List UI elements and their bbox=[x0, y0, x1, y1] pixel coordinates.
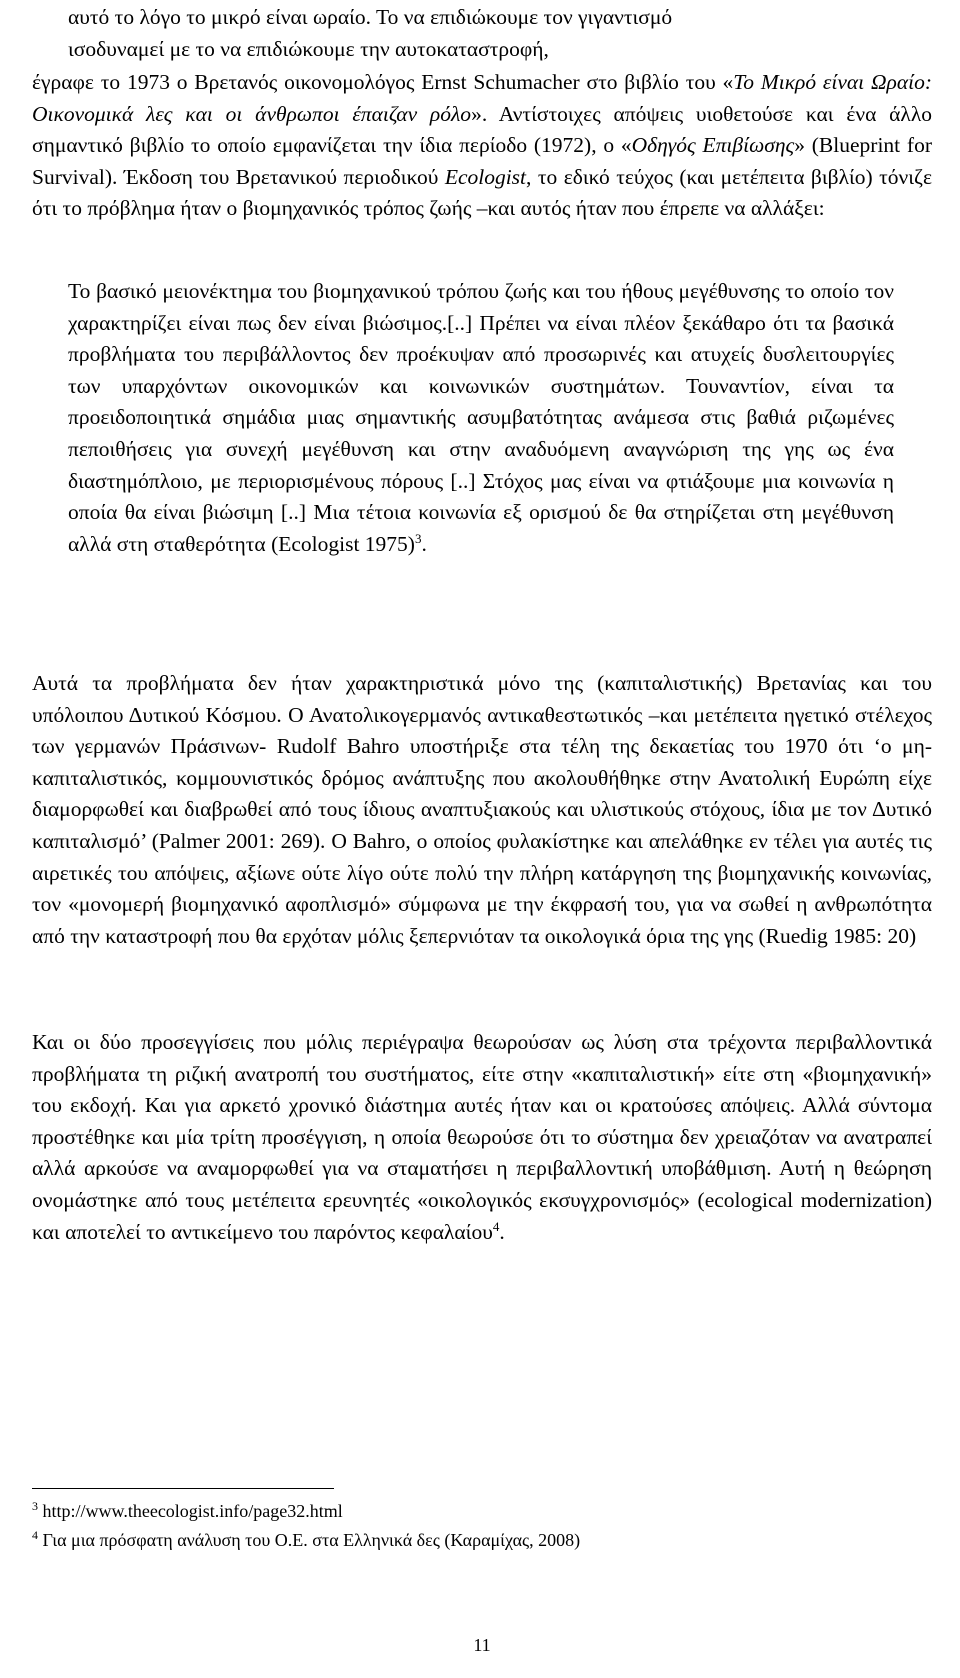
paragraph-bahro bbox=[32, 668, 932, 952]
paragraph-line: ισοδυναμεί με το να επιδιώκουμε την αυτοκαταστροφή, bbox=[68, 36, 549, 61]
paragraph-ecological-modernization bbox=[32, 1027, 932, 1248]
block-quote bbox=[68, 276, 894, 560]
footnote-number: 3 bbox=[32, 1499, 38, 1513]
footnote-text[interactable]: http://www.theecologist.info/page32.html bbox=[38, 1501, 343, 1521]
quote-text: Το βασικό μειονέκτημα του βιομηχανικού τρόπου ζωής και του ήθους μεγέθυνσης το οποίο τον χαρακτηρίζει είναι πως δεν είναι βιώσιμος.[..] Πρέπει να είναι πλέον ξεκάθαρο ότι τα βασικά προβλήματα του περιβάλλοντος δεν προέκυψαν από προσωρινές και ατυχείς δυσλειτουργίες των υπαρχόντων οικονομικών και κοινωνικών συστημάτων. Τουναντίον, είναι τα προειδοποιητικά σημάδια μιας σημαντικής ασυμβατότητας ανάμεσα στις βαθιά ριζωμένες πεποιθήσεις για συνεχή μεγέθυνση και στην αναδυόμενη αναγνώριση της γης ως ένα διαστημόπλοιο, με περιορισμένους πόρους [..] Στόχος μας είναι να φτιάξουμε μια κοινωνία η οποία θα είναι βιώσιμη [..] Μια τέτοια κοινωνία εξ ορισμού δε θα στηρίζεται στη μεγέθυνση αλλά στη σταθερότητα (Ecologist 1975) bbox=[68, 279, 894, 556]
journal-title: Ecologist bbox=[444, 164, 527, 189]
footnote bbox=[32, 1526, 932, 1555]
footnote-reference[interactable]: 3 bbox=[414, 530, 422, 546]
paragraph-schumacher bbox=[32, 67, 932, 225]
paragraph-text: Και οι δύο προσεγγίσεις που μόλις περιέγραψα θεωρούσαν ως λύση στα τρέχοντα περιβαλλοντικά προβλήματα τη ριζική ανατροπή του συστήματος, είτε στην «καπιταλιστική» είτε στη «βιομηχανική» του εκδοχή. Και για αρκετό χρονικό διάστημα αυτές ήταν και οι κρατούσες απόψεις. Αλλά σύντομα προστέθηκε και μία τρίτη προσέγγιση, η οποία θεωρούσε ότι το σύστημα δεν χρειαζόταν να ανατραπεί αλλά αρκούσε να αναμορφωθεί για να σταματήσει η περιβαλλοντική υποβάθμιση. Αυτή η θεώρηση ονομάστηκε από τους μετέπειτα ερευνητές «οικολογικός εκσυγχρονισμός» (ecological modernization) και αποτελεί το αντικείμενο του παρόντος κεφαλαίου bbox=[32, 1030, 932, 1244]
text-segment: έγραφε το 1973 ο Βρετανός οικονομολόγος Ernst Schumacher στο βιβλίο του « bbox=[32, 70, 734, 94]
paragraph-line: αυτό το λόγο το μικρό είναι ωραίο. Το να επιδιώκουμε τον γιγαντισμό bbox=[68, 5, 673, 29]
paragraph-end: . bbox=[499, 1219, 505, 1244]
book-title: Οδηγός Επιβίωσης bbox=[631, 133, 795, 158]
text-segment: , το εδικό τεύχος (και μετέπειτα βιβλίο) τόνιζε ότι το πρόβλημα ήταν ο βιομηχανικός τρόπος ζωής –και αυτός ήταν που έπρεπε να αλλάξει: bbox=[32, 164, 932, 221]
paragraph-text: Αυτά τα προβλήματα δεν ήταν χαρακτηριστικά μόνο της (καπιταλιστικής) Βρετανίας και του υπόλοιπου Δυτικού Κόσμου. Ο Ανατολικογερμανός αντικαθεστωτικός –και μετέπειτα ηγετικό στέλεχος των γερμανών Πράσινων- Rudolf Bahro υποστήριξε στα τέλη της δεκαετίας του 1970 ότι ‘ο μη-καπιταλιστικός, κομμουνιστικός δρόμος ανάπτυξης που ακολουθήθηκε στην Ανατολική Ευρώπη είχε διαμορφωθεί και διαβρωθεί από τους ίδιους αναπτυξιακούς και υλιστικούς στόχους, ίδια με τον Δυτικό καπιταλισμό’ (Palmer 2001: 269). Ο Bahro, ο οποίος φυλακίστηκε και απελάθηκε εν τέλει για αυτές τις αιρετικές του απόψεις, αξίωνε ούτε λίγο ούτε πολύ την πλήρη κατάργηση της βιομηχανικής κοινωνίας, τον «μονομερή βιομηχανικό αφοπλισμό» σύμφωνα με την έκφρασή του, για να σωθεί η ανθρωπότητα από την καταστροφή που θα ερχόταν μόλις ξεπερνιόταν τα οικολογικά όρια της γης (Ruedig 1985: 20) bbox=[32, 671, 932, 948]
footnote bbox=[32, 1497, 932, 1526]
text-segment: ». Αντίστοιχες απόψεις υιοθετούσε και ένα άλλο σημαντικό βιβλίο το οποίο εμφανίζεται την ίδια περίοδο (1972), ο « bbox=[32, 101, 932, 158]
footnote-separator bbox=[32, 1488, 334, 1489]
footnote-number: 4 bbox=[32, 1528, 38, 1542]
quote-end: . bbox=[421, 531, 427, 556]
paragraph-continuation bbox=[32, 2, 932, 65]
page-number: 11 bbox=[473, 1635, 491, 1655]
text-segment: » (Blueprint for Survival). Έκδοση του Βρετανικού περιοδικού bbox=[32, 133, 932, 189]
footnotes bbox=[32, 1497, 932, 1555]
footnote-reference[interactable]: 4 bbox=[492, 1218, 500, 1234]
footnote-text: Για μια πρόσφατη ανάλυση του Ο.Ε. στα Ελληνικά δες (Καραμίχας, 2008) bbox=[38, 1530, 581, 1550]
book-title: Το Μικρό είναι Ωραίο: Οικονομικά λες και οι άνθρωποι έπαιζαν ρόλο bbox=[32, 70, 932, 126]
